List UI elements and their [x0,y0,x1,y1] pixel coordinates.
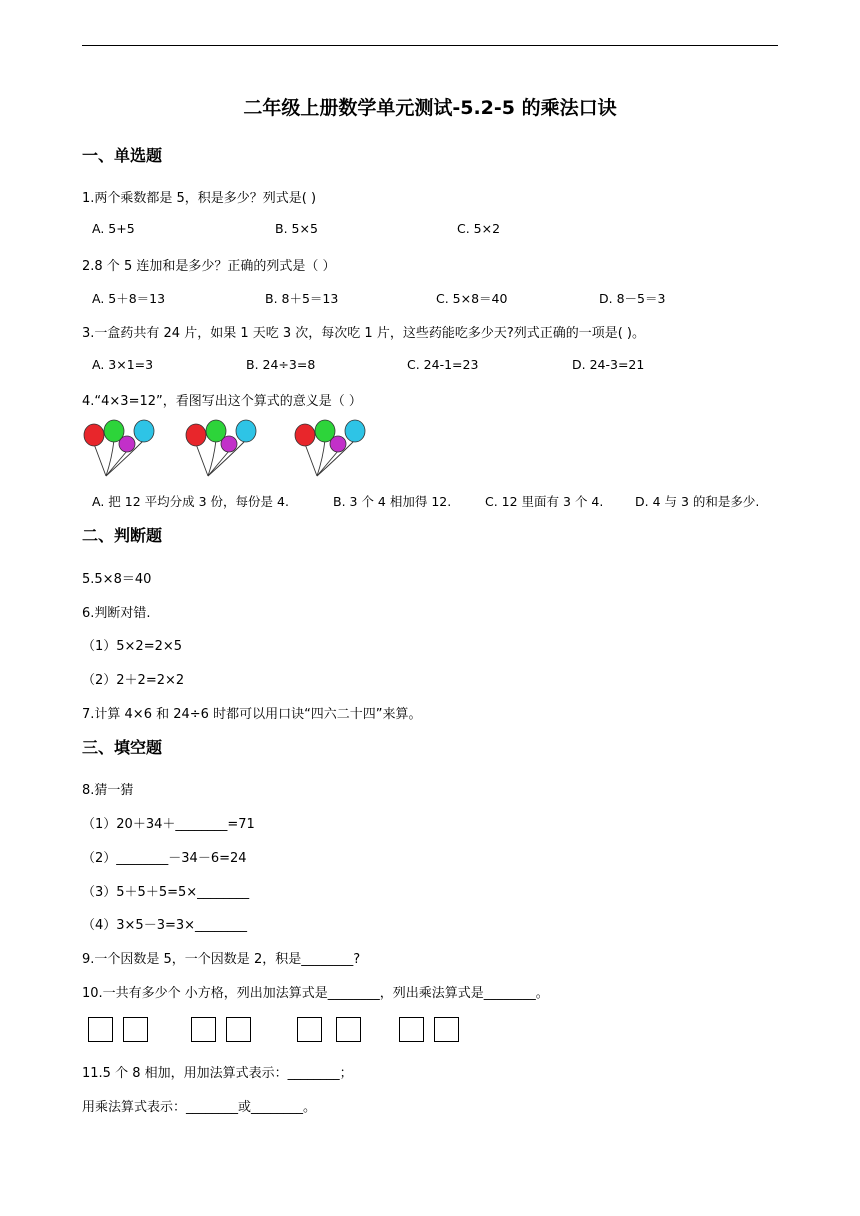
q3-option-c[interactable]: C. 24-1=23 [407,357,479,372]
question-5: 5.5×8＝40 [82,572,152,587]
q2-option-b[interactable]: B. 8＋5＝13 [265,291,339,306]
q2-option-d[interactable]: D. 8－5＝3 [599,291,666,306]
question-8: 8.猜一猜 [82,783,134,798]
q6-item-2: （2）2＋2=2×2 [82,673,185,688]
square-cell [88,1017,113,1042]
question-11-line-2: 用乘法算式表示：________或________。 [82,1100,317,1115]
square-cell [434,1017,459,1042]
balloon-bunch-icon [82,418,157,482]
header-rule [82,45,778,46]
q3-option-b[interactable]: B. 24÷3=8 [246,357,316,372]
q8-item-4: （4）3×5－3=3×________ [82,918,248,933]
q1-option-a[interactable]: A. 5+5 [92,221,135,236]
question-1: 1.两个乘数都是 5，积是多少？列式是( ) [82,191,317,206]
question-10: 10.一共有多少个 小方格，列出加法算式是________，列出乘法算式是________。 [82,986,549,1001]
square-cell [297,1017,322,1042]
question-4: 4.“4×3=12”，看图写出这个算式的意义是（ ） [82,394,362,409]
q6-item-1: （1）5×2=2×5 [82,639,183,654]
q2-option-a[interactable]: A. 5＋8＝13 [92,291,166,306]
q8-item-3: （3）5＋5＋5=5×________ [82,885,250,900]
q8-item-1: （1）20＋34＋________=71 [82,817,255,832]
q1-option-c[interactable]: C. 5×2 [457,221,501,236]
question-3: 3.一盒药共有 24 片，如果 1 天吃 3 次，每次吃 1 片，这些药能吃多少天?列式正确的一项是( )。 [82,326,645,341]
square-cell [226,1017,251,1042]
section-heading-true-false: 二、判断题 [82,526,163,545]
question-7: 7.计算 4×6 和 24÷6 时都可以用口诀“四六二十四”来算。 [82,707,422,722]
q4-option-c[interactable]: C. 12 里面有 3 个 4. [485,494,604,509]
square-cell [336,1017,361,1042]
square-cell [191,1017,216,1042]
section-heading-single-choice: 一、单选题 [82,146,163,165]
q4-option-b[interactable]: B. 3 个 4 相加得 12. [333,494,452,509]
q2-option-c[interactable]: C. 5×8＝40 [436,291,508,306]
page-title: 二年级上册数学单元测试-5.2-5 的乘法口诀 [243,97,617,119]
square-cell [399,1017,424,1042]
q1-option-b[interactable]: B. 5×5 [275,221,318,236]
q3-option-a[interactable]: A. 3×1=3 [92,357,154,372]
q4-option-a[interactable]: A. 把 12 平均分成 3 份，每份是 4. [92,494,289,509]
section-heading-fill-blank: 三、填空题 [82,738,163,757]
question-2: 2.8 个 5 连加和是多少？正确的列式是（ ） [82,259,336,274]
q8-item-2: （2）________－34－6=24 [82,851,247,866]
question-6: 6.判断对错. [82,606,151,621]
question-9: 9.一个因数是 5，一个因数是 2，积是________? [82,952,361,967]
q4-option-d[interactable]: D. 4 与 3 的和是多少. [635,494,760,509]
balloon-bunch-icon [184,418,259,482]
balloon-bunch-icon [293,418,368,482]
q3-option-d[interactable]: D. 24-3=21 [572,357,645,372]
square-grid-figure [0,1017,860,1044]
question-11: 11.5 个 8 相加，用加法算式表示：________； [82,1066,353,1081]
square-cell [123,1017,148,1042]
